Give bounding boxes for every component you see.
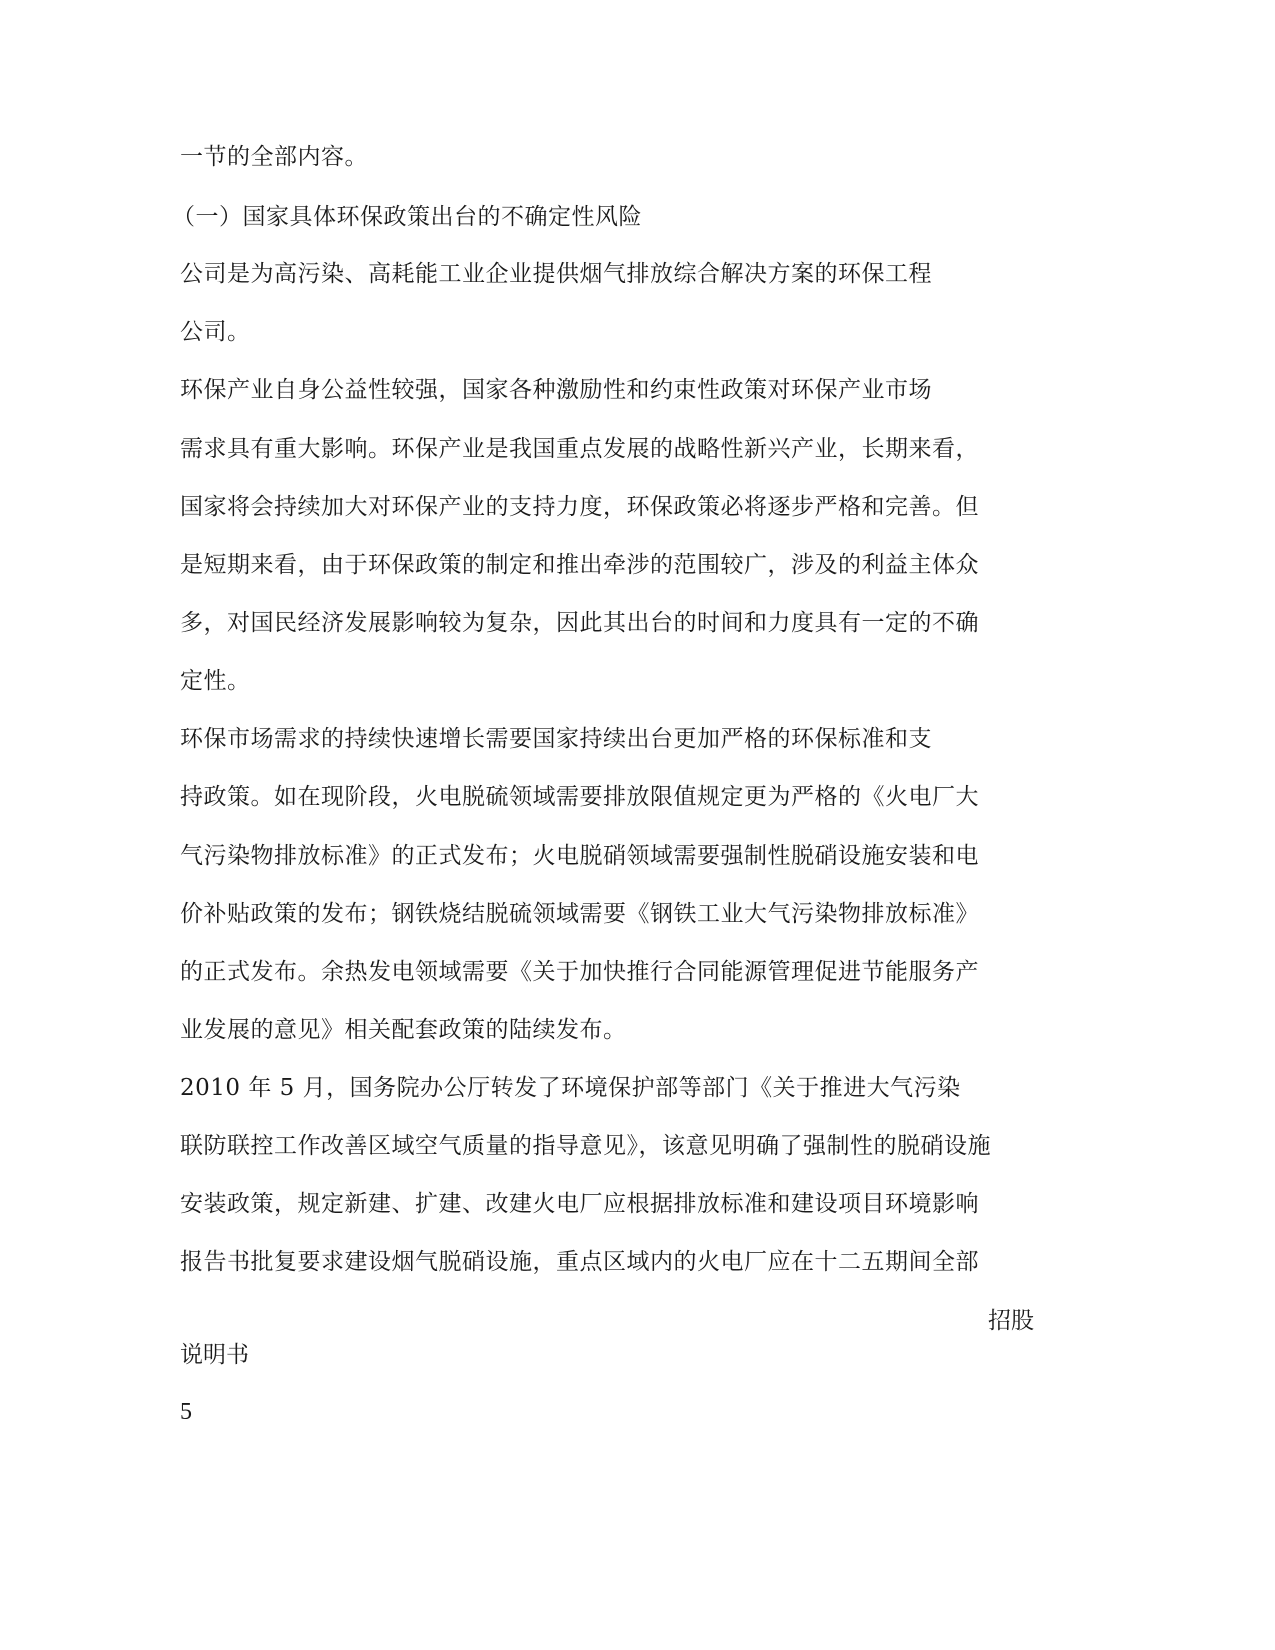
body-line: 一节的全部内容。 <box>180 144 368 170</box>
footer-doc-title-part2: 说明书 <box>180 1342 249 1368</box>
footer-doc-title-part1: 招股 <box>988 1308 1034 1334</box>
body-line: 环保市场需求的持续快速增长需要国家持续出台更加严格的环保标准和支 <box>180 726 932 752</box>
body-line: 2010 年 5 月，国务院办公厅转发了环境保护部等部门《关于推进大气污染 <box>180 1075 961 1101</box>
body-line: 环保产业自身公益性较强，国家各种激励性和约束性政策对环保产业市场 <box>180 377 932 403</box>
body-line: 价补贴政策的发布；钢铁烧结脱硫领域需要《钢铁工业大气污染物排放标准》 <box>180 901 979 927</box>
body-line: 持政策。如在现阶段，火电脱硫领域需要排放限值规定更为严格的《火电厂大 <box>180 784 979 810</box>
body-line: 多，对国民经济发展影响较为复杂，因此其出台的时间和力度具有一定的不确 <box>180 610 979 636</box>
body-line: 业发展的意见》相关配套政策的陆续发布。 <box>180 1017 627 1043</box>
body-line: 气污染物排放标准》的正式发布；火电脱硝领域需要强制性脱硝设施安装和电 <box>180 843 979 869</box>
body-line: 定性。 <box>180 668 251 694</box>
body-line: 公司是为高污染、高耗能工业企业提供烟气排放综合解决方案的环保工程 <box>180 261 932 287</box>
page-number: 5 <box>180 1399 192 1425</box>
body-line: 公司。 <box>180 319 251 345</box>
body-line: 安装政策，规定新建、扩建、改建火电厂应根据排放标准和建设项目环境影响 <box>180 1191 979 1217</box>
body-line: 的正式发布。余热发电领域需要《关于加快推行合同能源管理促进节能服务产 <box>180 959 979 985</box>
body-line: 报告书批复要求建设烟气脱硝设施，重点区域内的火电厂应在十二五期间全部 <box>180 1249 979 1275</box>
body-line: 联防联控工作改善区域空气质量的指导意见》，该意见明确了强制性的脱硝设施 <box>180 1133 991 1159</box>
section-heading: （一）国家具体环保政策出台的不确定性风险 <box>172 204 642 230</box>
body-line: 国家将会持续加大对环保产业的支持力度，环保政策必将逐步严格和完善。但 <box>180 494 979 520</box>
body-line: 是短期来看，由于环保政策的制定和推出牵涉的范围较广，涉及的利益主体众 <box>180 552 979 578</box>
body-line: 需求具有重大影响。环保产业是我国重点发展的战略性新兴产业，长期来看， <box>180 436 979 462</box>
